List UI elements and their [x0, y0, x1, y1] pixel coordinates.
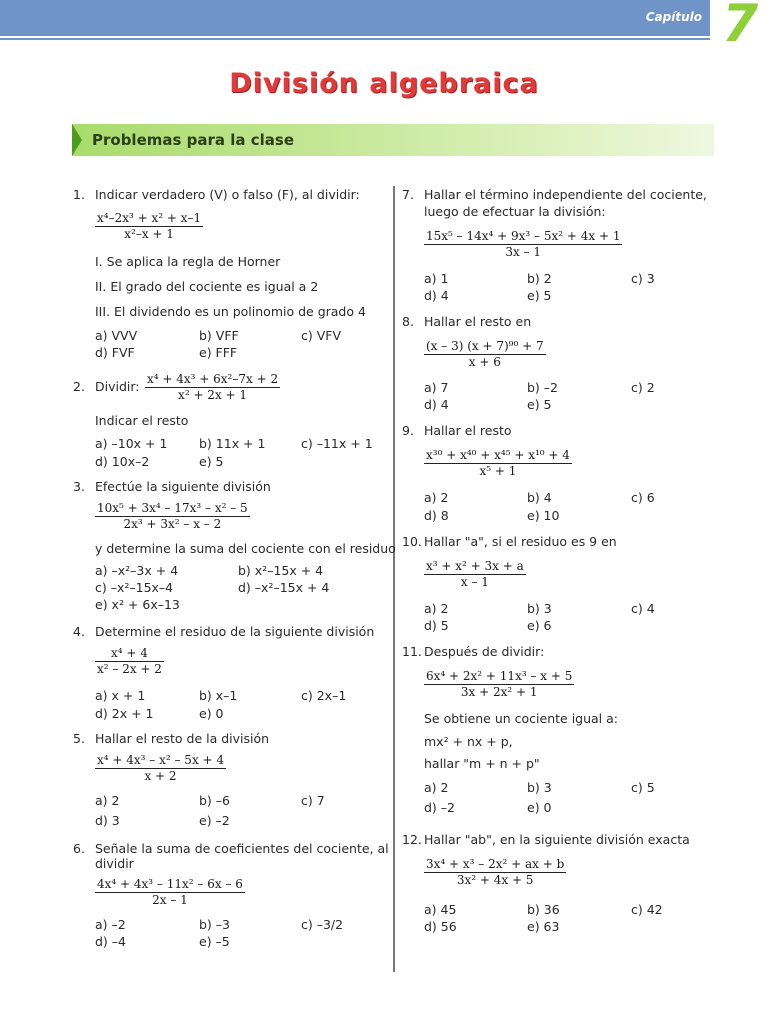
problem-number: 11.: [402, 644, 422, 659]
denominator: 3x + 2x² + 1: [460, 685, 538, 699]
numerator: 10x⁵ + 3x⁴ – 17x³ – x² – 5: [97, 501, 248, 515]
option-b: b) 11x + 1: [199, 436, 266, 451]
problem-statement: Hallar "ab", en la siguiente división exacta: [424, 832, 690, 847]
denominator: x²–x + 1: [124, 227, 174, 241]
problem-number: 6.: [73, 841, 85, 856]
option-b: b) 4: [527, 490, 552, 505]
fraction: [95, 210, 203, 242]
problem-number: 1.: [73, 187, 85, 202]
option-c: c) –11x + 1: [301, 436, 373, 451]
option-d: d) 56: [424, 919, 457, 934]
option-c: c) VFV: [301, 328, 342, 343]
option-d: d) –x²–15x + 4: [238, 580, 330, 595]
problem-number: 2.: [73, 379, 85, 394]
option-d: d) 10x–2: [95, 454, 150, 469]
fraction: [95, 645, 164, 677]
problem-substatement: y determine la suma del cociente con el residuo: [95, 541, 396, 556]
denominator: 3x – 1: [505, 245, 542, 259]
numerator: 3x⁴ + x³ – 2x² + ax + b: [426, 857, 565, 871]
option-a: a) –2: [95, 917, 126, 932]
option-c: c) 42: [631, 902, 663, 917]
option-a: a) –10x + 1: [95, 436, 168, 451]
option-b: b) –2: [527, 380, 558, 395]
option-e: e) 0: [199, 706, 224, 721]
option-e: e) x² + 6x–13: [95, 597, 180, 612]
problem-statement: Indicar verdadero (V) o falso (F), al dividir:: [95, 187, 360, 202]
fraction: [424, 447, 572, 479]
option-c: c) 2x–1: [301, 688, 347, 703]
problem-statement: Hallar el término independiente del cociente,: [424, 187, 707, 202]
column-divider: [393, 186, 395, 972]
option-c: c) 4: [631, 601, 655, 616]
numerator: x⁴ + 4x³ + 6x²–7x + 2: [147, 372, 279, 386]
option-e: e) 5: [527, 288, 552, 303]
option-e: e) FFF: [199, 345, 238, 360]
numerator: (x – 3) (x + 7)⁹⁰ + 7: [426, 339, 544, 353]
option-d: d) 5: [424, 618, 449, 633]
numerator: 6x⁴ + 2x² + 11x³ – x + 5: [426, 669, 573, 683]
denominator: x – 1: [460, 575, 489, 589]
problem-statement: Efectúe la siguiente división: [95, 479, 271, 494]
problem-number: 5.: [73, 731, 85, 746]
fraction: [145, 371, 280, 403]
numerator: x⁴ + 4: [95, 645, 164, 662]
option-e: e) 6: [527, 618, 552, 633]
problem-number: 7.: [402, 187, 414, 202]
option-b: b) x²–15x + 4: [238, 563, 324, 578]
option-a: a) 2: [424, 490, 449, 505]
option-e: e) 63: [527, 919, 560, 934]
problem-statement: Hallar el resto de la división: [95, 731, 270, 746]
problem-number: 8.: [402, 314, 414, 329]
fraction: [424, 228, 622, 260]
fraction: [424, 338, 546, 370]
option-a: a) 2: [424, 601, 449, 616]
option-a: a) x + 1: [95, 688, 146, 703]
option-b: b) VFF: [199, 328, 239, 343]
denominator: 2x – 1: [152, 893, 188, 907]
problem-statement: Hallar el resto en: [424, 314, 532, 329]
option-d: d) 2x + 1: [95, 706, 154, 721]
problem-number: 4.: [73, 624, 85, 639]
denominator: 2x³ + 3x² – x – 2: [123, 517, 222, 531]
denominator: x + 6: [468, 355, 501, 369]
page-title: División algebraica: [229, 68, 539, 99]
problem-statement: Dividir:: [95, 379, 140, 394]
option-e: e) 5: [199, 454, 224, 469]
option-d: d) –2: [424, 800, 455, 815]
option-c: c) 2: [631, 380, 655, 395]
quotient-expression: mx² + nx + p,: [424, 734, 513, 749]
option-c: c) 5: [631, 780, 655, 795]
problem-question: hallar "m + n + p": [424, 756, 540, 771]
denominator: 3x² + 4x + 5: [456, 873, 534, 887]
option-d: d) 8: [424, 508, 449, 523]
statement-iii: III. El dividendo es un polinomio de grado 4: [95, 304, 366, 319]
fraction: [95, 500, 250, 532]
section-title: Problemas para la clase: [92, 131, 294, 149]
problem-statement-cont: dividir: [95, 856, 134, 871]
option-c: c) 3: [631, 271, 655, 286]
denominator: x⁵ + 1: [479, 464, 517, 478]
option-b: b) 3: [527, 780, 552, 795]
statement-i: I. Se aplica la regla de Horner: [95, 254, 281, 269]
numerator: x³ + x² + 3x + a: [426, 559, 524, 573]
option-c: c) 6: [631, 490, 655, 505]
denominator: x² – 2x + 2: [97, 662, 162, 676]
fraction: [424, 668, 574, 700]
option-b: b) 2: [527, 271, 552, 286]
problem-statement: Después de dividir:: [424, 644, 545, 659]
option-a: a) VVV: [95, 328, 138, 343]
problem-substatement: Indicar el resto: [95, 413, 189, 428]
problem-statement-cont: luego de efectuar la división:: [424, 204, 606, 219]
chapter-number: 7: [722, 0, 759, 54]
option-b: b) –6: [199, 793, 230, 808]
option-b: b) –3: [199, 917, 230, 932]
problem-statement: Señale la suma de coeficientes del cociente, al: [95, 841, 389, 856]
option-b: b) 3: [527, 601, 552, 616]
problem-statement: Determine el residuo de la siguiente división: [95, 624, 375, 639]
option-e: e) 0: [527, 800, 552, 815]
option-e: e) 5: [527, 397, 552, 412]
problem-substatement: Se obtiene un cociente igual a:: [424, 711, 619, 726]
option-a: a) 7: [424, 380, 449, 395]
option-c: c) –x²–15x–4: [95, 580, 174, 595]
option-d: d) FVF: [95, 345, 135, 360]
numerator: 4x⁴ + 4x³ – 11x² – 6x – 6: [97, 877, 243, 891]
problem-number: 10.: [402, 534, 422, 549]
option-b: b) 36: [527, 902, 560, 917]
fraction: [424, 558, 526, 590]
problem-statement: Hallar "a", si el residuo es 9 en: [424, 534, 617, 549]
numerator: x³⁰ + x⁴⁰ + x⁴⁵ + x¹⁰ + 4: [426, 448, 570, 462]
option-e: e) –2: [199, 813, 230, 828]
problem-statement: Hallar el resto: [424, 423, 512, 438]
option-a: a) 45: [424, 902, 457, 917]
section-arrow-icon: [72, 124, 82, 156]
option-d: d) –4: [95, 934, 126, 949]
problem-number: 9.: [402, 423, 414, 438]
numerator: x⁴ + 4x³ – x² – 5x + 4: [97, 753, 225, 767]
problem-number: 12.: [402, 832, 422, 847]
fraction: [95, 752, 226, 784]
numerator: x⁴–2x³ + x² + x–1: [97, 211, 202, 225]
denominator: x² + 2x + 1: [178, 388, 248, 402]
option-e: e) –5: [199, 934, 230, 949]
option-e: e) 10: [527, 508, 560, 523]
statement-ii: II. El grado del cociente es igual a 2: [95, 279, 319, 294]
option-a: a) 2: [424, 780, 449, 795]
option-b: b) x–1: [199, 688, 238, 703]
fraction: [95, 876, 245, 908]
problem-number: 3.: [73, 479, 85, 494]
fraction: [424, 856, 566, 888]
numerator: 15x⁵ – 14x⁴ + 9x³ – 5x² + 4x + 1: [426, 229, 621, 243]
option-c: c) 7: [301, 793, 325, 808]
option-d: d) 4: [424, 288, 449, 303]
option-c: c) –3/2: [301, 917, 344, 932]
chapter-label: Capítulo: [645, 10, 702, 24]
header-rule: [0, 38, 710, 40]
option-d: d) 3: [95, 813, 120, 828]
option-a: a) 1: [424, 271, 449, 286]
option-d: d) 4: [424, 397, 449, 412]
option-a: a) –x²–3x + 4: [95, 563, 179, 578]
option-a: a) 2: [95, 793, 120, 808]
denominator: x + 2: [144, 769, 177, 783]
